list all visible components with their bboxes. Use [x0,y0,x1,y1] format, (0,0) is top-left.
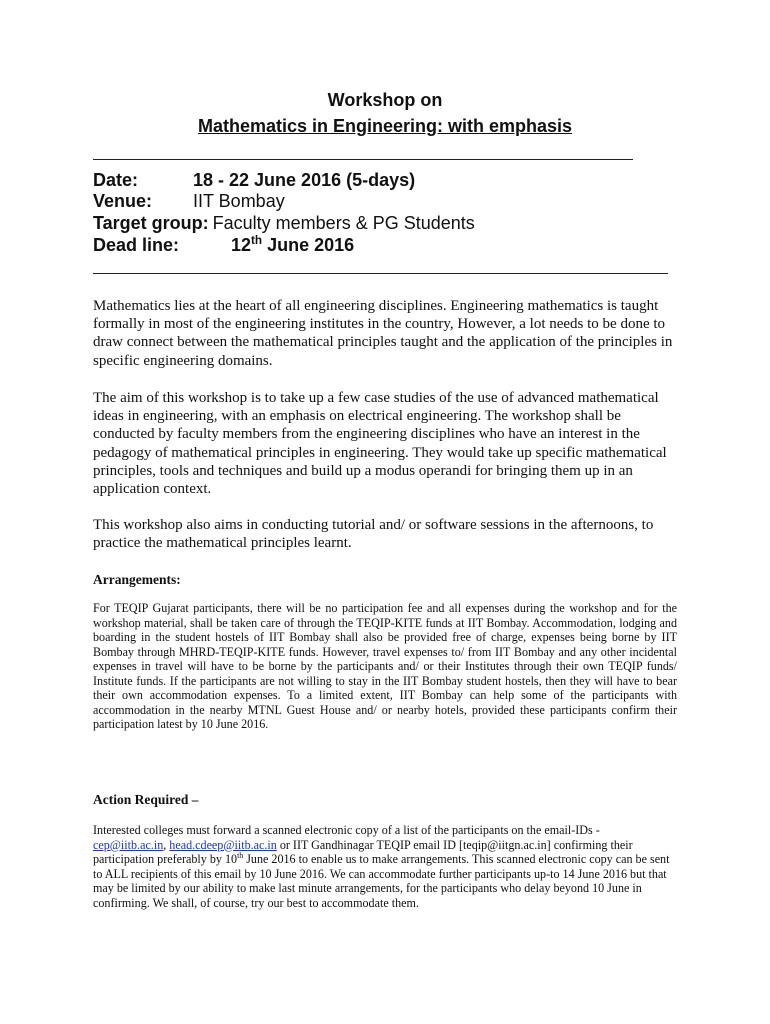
email-separator: , [163,837,170,852]
deadline-row [93,234,354,256]
aim-paragraph: The aim of this workshop is to take up a few case studies of the use of advanced mathematical ideas in engineering, with an emphasis on electrical engineering. The workshop shall be conducted by faculty members from the engineering disciplines who have an interest in the pedagogy of mathematical principles in engineering. They would take up specific mathematical principles, tools and techniques and build up a modus operandi for bringing them up in an application context. [93,390,667,498]
venue-row [93,190,285,212]
title-line-1: Workshop on [327,90,443,110]
intro-paragraph: Mathematics lies at the heart of all engineering disciplines. Engineering mathematics is taught formally in most of the engineering institutes in the country, However, a lot needs to be done to draw connect between the mathematical principles taught and the application of the principles in specific engineering domains. [93,298,673,369]
action-text-a: Interested colleges must forward a scanned electronic copy of a list of the participants on the email-IDs - [93,823,600,837]
email-link-cep[interactable]: cep@iitb.ac.in [93,837,164,852]
title-line-2: Mathematics in Engineering: with emphasis [197,116,573,136]
venue-value: IIT Bombay [193,191,285,211]
venue-label: Venue: [93,191,153,211]
action-date-suffix: th [237,850,244,860]
action-body [93,823,677,910]
target-row [93,212,475,234]
action-text-b: or IIT Gandhinagar TEQIP email ID [teqip@iitgn.ac.in] confirming their participation preferably by 10 [93,837,633,866]
target-label: Target group: [93,213,209,233]
deadline-month-year: June 2016 [262,235,355,255]
date-value: 18 - 22 June 2016 (5-days) [193,170,416,190]
divider-top [93,159,633,160]
date-label: Date: [93,170,139,190]
arrangements-heading: Arrangements: [93,572,181,587]
deadline-label: Dead line: [93,235,180,255]
date-row [93,169,415,191]
deadline-day: 12 [231,235,252,255]
divider-bottom [93,273,668,274]
action-text-c: June 2016 to enable us to make arrangements. This scanned electronic copy can be sent to ALL recipients of this email by 10 June 2016. We can accommodate further participants up-to 14 June 2016 but that may be limited by our ability to make last minute arrangements, for the participants who delay beyond 10 June in confirming. We shall, of course, try our best to accommodate them. [93,852,670,910]
arrangements-body: For TEQIP Gujarat participants, there will be no participation fee and all expenses during the workshop and for the workshop material, shall be taken care of through the TEQIP-KITE funds at IIT Bombay. Accommodation, lodging and boarding in the student hostels of IIT Bombay shall also be provided free of charge, expenses being borne by IIT Bombay through MHRD-TEQIP-KITE funds. However, travel expenses to/ from IIT Bombay and any other incidental expenses in travel will have to be borne by the participants and/ or their Institutes through their own TEQIP funds/ Institute funds. If the participants are not willing to stay in the IIT Bombay student hostels, then they will have to bear their own accommodation expenses. To a limited extent, IIT Bombay can help some of the participants with accommodation in the nearby MTNL Guest House and/ or nearby hotels, provided these participants confirm their participation latest by 10 June 2016. [93,601,677,731]
target-value: Faculty members & PG Students [212,213,475,233]
email-link-head-cdeep[interactable]: head.cdeep@iitb.ac.in [169,837,277,852]
action-heading: Action Required – [93,792,199,807]
deadline-suffix: th [251,234,263,247]
deadline-value [231,235,354,255]
tutorial-paragraph: This workshop also aims in conducting tutorial and/ or software sessions in the afternoons, to practice the mathematical principles learnt. [93,517,654,552]
